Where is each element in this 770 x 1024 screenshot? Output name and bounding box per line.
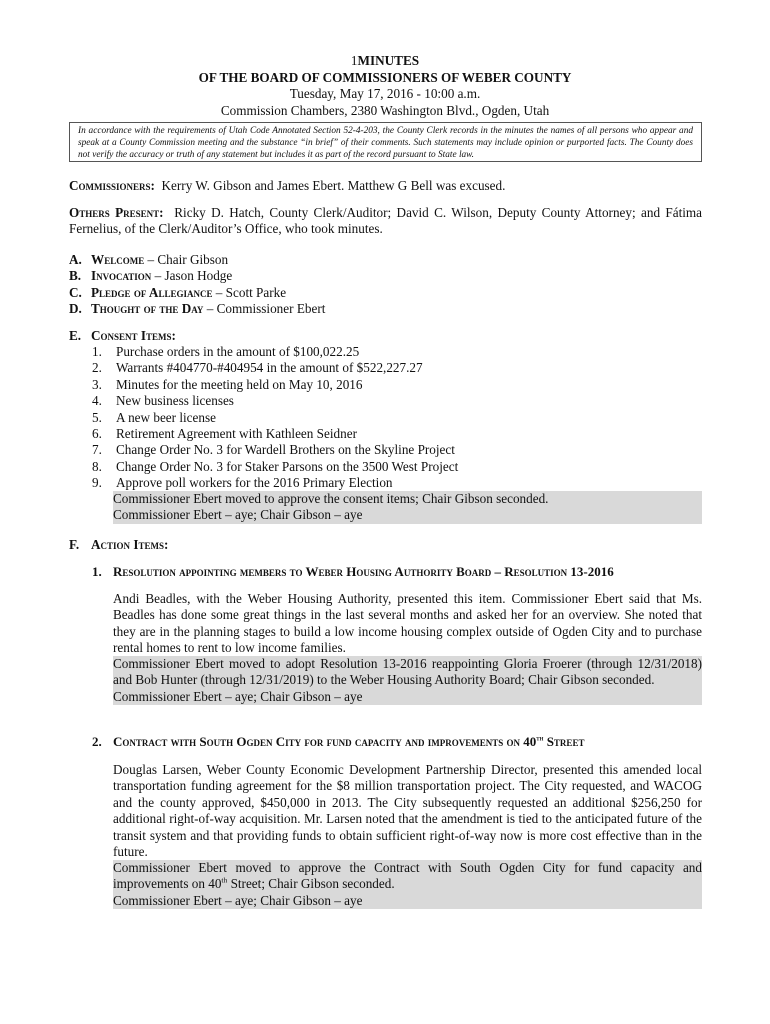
page-number: 1 (350, 53, 358, 68)
document-header (0, 53, 770, 119)
commissioners-label: Commissioners: (69, 178, 155, 193)
consent-motion-block (113, 491, 702, 524)
action-item-1-vote: Commissioner Ebert – aye; Chair Gibson – aye (113, 688, 363, 704)
consent-motion: Commissioner Ebert moved to approve the consent items; Chair Gibson seconded. (113, 491, 549, 506)
agenda-item: C. Pledge of Allegiance – Scott Parke (69, 284, 287, 300)
action-item-2-body: Douglas Larsen, Weber County Economic Development Partnership Director, presented this amended local transportation funding agreement for the $8 million transportation project. The City requested, and WACOG and the county approved, $450,000 in 2013. The City subsequently requested an additional $256,250 for additional right-of-way acquisition. Mr. Larsen noted that the amendment is tied to the anticipated future of the transit system and that providing funds to obtain sufficient right-of-way now is more cost effective than in the future. (113, 762, 702, 860)
list-item: 4. New business licenses (92, 393, 234, 409)
title-minutes: MINUTES (357, 53, 420, 68)
agenda-item: A. Welcome – Chair Gibson (69, 252, 229, 267)
action-item-2-motion: Commissioner Ebert moved to approve the Contract with South Ogden City for fund capacity and improvements on 40th Street; Chair Gibson seconded. Commissioner Ebert – aye; Chair Gibson – aye (113, 860, 702, 908)
list-item: 5. A new beer license (92, 409, 216, 425)
legal-notice: In accordance with the requirements of Utah Code Annotated Section 52-4-203, the County Clerk records in the minutes the names of all persons who appear and speak at a County Commission meeting and the substance “in brief” of their comments. Such statements may include opinion or purported facts. The County does not verify the accuracy or truth of any statement but includes it as part of the record pursuant to State law. (69, 122, 702, 162)
action-heading: F. Action Items: (69, 537, 169, 552)
title-board: OF THE BOARD OF COMMISSIONERS OF WEBER COUNTY (198, 69, 572, 85)
consent-heading: E. Consent Items: (69, 328, 176, 343)
commissioners-line (69, 178, 702, 194)
action-item-2-title: 2. Contract with South Ogden City for fund capacity and improvements on 40th Street (92, 733, 585, 749)
list-item: 2. Warrants #404770-#404954 in the amount of $522,227.27 (92, 360, 423, 376)
meeting-location: Commission Chambers, 2380 Washington Blvd., Ogden, Utah (220, 102, 550, 118)
action-item-2-vote: Commissioner Ebert – aye; Chair Gibson – aye (113, 892, 363, 908)
agenda-item: B. Invocation – Jason Hodge (69, 268, 233, 284)
list-item: 1. Purchase orders in the amount of $100,022.25 (92, 344, 360, 359)
consent-vote: Commissioner Ebert – aye; Chair Gibson – aye (113, 507, 363, 523)
action-item-1-motion: Commissioner Ebert moved to adopt Resolution 13-2016 reappointing Gloria Froerer (through 12/31/2018) and Bob Hunter (through 12/31/2019) to the Weber Housing Authority Board; Chair Gibson seconded. Commissioner Ebert – aye; Chair Gibson – aye (113, 656, 702, 704)
agenda-item: D. Thought of the Day – Commissioner Ebert (69, 301, 326, 317)
list-item: 9. Approve poll workers for the 2016 Primary Election (92, 475, 393, 491)
action-item-1-title: 1. Resolution appointing members to Weber Housing Authority Board – Resolution 13-2016 (92, 564, 614, 579)
list-item: 3. Minutes for the meeting held on May 10, 2016 (92, 376, 363, 392)
others-label: Others Present: (69, 205, 164, 220)
list-item: 6. Retirement Agreement with Kathleen Seidner (92, 425, 357, 441)
commissioners-text: Kerry W. Gibson and James Ebert. Matthew G Bell was excused. (161, 178, 506, 193)
list-item: 8. Change Order No. 3 for Staker Parsons on the 3500 West Project (92, 458, 459, 474)
meeting-date: Tuesday, May 17, 2016 - 10:00 a.m. (289, 86, 481, 101)
list-item: 7. Change Order No. 3 for Wardell Brothers on the Skyline Project (92, 442, 455, 458)
consent-items (92, 344, 702, 492)
agenda-list (69, 252, 702, 318)
others-text: Ricky D. Hatch, County Clerk/Auditor; David C. Wilson, Deputy County Attorney; and Fátima Fernelius, of the Clerk/Auditor’s Office, who took minutes. (69, 205, 703, 237)
others-present (69, 205, 702, 238)
action-item-1-body: Andi Beadles, with the Weber Housing Authority, presented this item. Commissioner Ebert said that Ms. Beadles has done some great things in the last several months and asked her for an overview. She noted that they are in the planning stages to build a low income housing complex outside of Ogden City and to purchase rental homes to rent to low income families. (113, 591, 702, 656)
